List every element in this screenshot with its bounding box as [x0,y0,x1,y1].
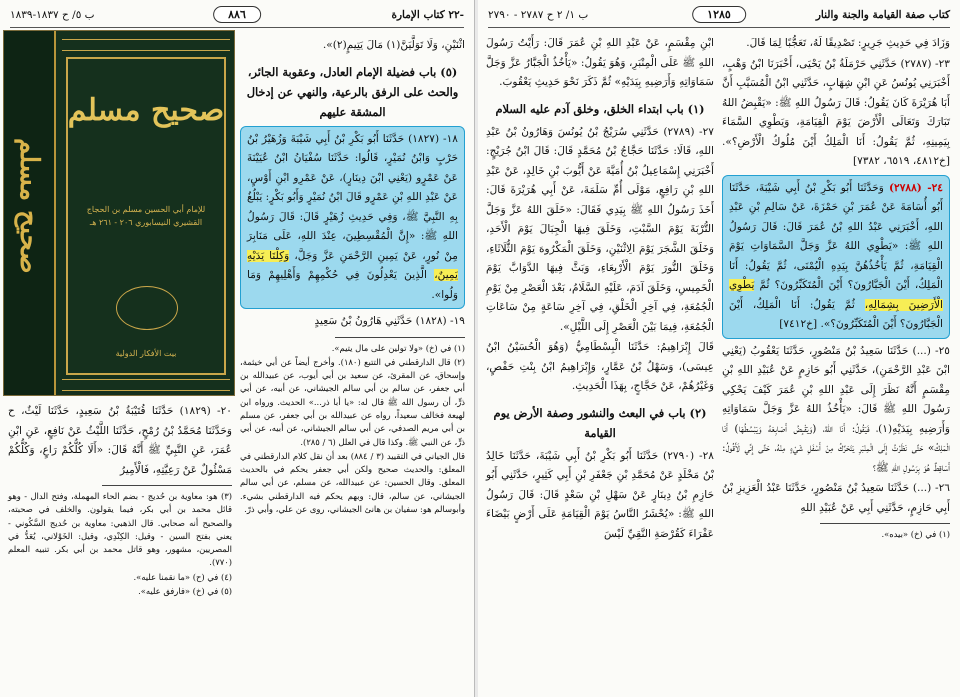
header-rule [488,27,950,28]
left-header-title: -٢٢ كتاب الإمارة [391,9,464,21]
cover-title: صحيح مسلم [67,93,225,128]
hadith-2788-number: ٢٤- (٢٧٨٨) [888,181,943,194]
right-header-ref: ب ١/ ٢ ح ٢٧٨٧ - ٢٧٩٠ [488,9,589,21]
hadith-2790: ٢٨- (٢٧٩٠) حَدَّثَنَا أَبُو بَكْرِ بْنُ أَبِي شَيْبَةَ، حَدَّثَنَا خَالِدُ بْنُ مَخْلَدٍ عَنْ مُحَمَّدِ بْنِ جَعْفَرِ بْنِ أَبِي كَثِيرٍ، حَدَّثَنِي أَبُو حَازِمِ بْنُ دِينَارٍ عَنْ سَهْلِ بْنِ سَعْدٍ قَالَ: قَالَ رَسُولُ اللهِ ﷺ: «يُحْشَرُ النَّاسُ يَوْمَ الْقِيَامَةِ عَلَى أَرْضٍ بَيْضَاءَ عَفْرَاءَ كَقُرْصَةِ النَّقِيِّ لَيْسَ [486,449,714,540]
hadith-2788-yellow-highlight: يَطْوِي الْأَرَضِينَ بِشِمَالِهِ، [729,279,944,311]
right-page [478,0,960,697]
highlighted-hadith-2788 [722,175,950,339]
right-header-title: كتاب صفة القيامة والجنة والنار [815,9,950,21]
left-top-text: اثْنَيْنِ، وَلَا تَوَلَّيَنَّ(١) مَالَ يَتِيمٍ(٢)». [322,39,465,51]
hadith-2788-text: وَحَدَّثَنَا أَبُو بَكْرِ بْنُ أَبِي شَيْبَةَ، حَدَّثَنَا أَبُو أُسَامَةَ عَنْ عُمَرَ بْنِ حَمْزَةَ، عَنْ سَالِمِ بْنِ عَبْدِ اللهِ، أَخْبَرَنِي عَبْدُ اللهِ بْنُ عُمَرَ قَالَ: قَالَ رَسُولُ اللهِ ﷺ: «يَطْوِي اللهُ عَزَّ وَجَلَّ السَّمَاوَاتِ يَوْمَ الْقِيَامَةِ، ثُمَّ يَأْخُذُهُنَّ بِيَدِهِ الْيُمْنَى، ثُمَّ يَقُولُ: أَنَا الْمَلِكُ، أَيْنَ الْجَبَّارُونَ؟ أَيْنَ الْمُتَكَبِّرُونَ؟ ثُمَّ [729,181,943,291]
left-page-left-column [8,402,232,599]
hadith-1828-start: ١٩- (١٨٢٨) حَدَّثَنِي هَارُونُ بْنُ سَعِيدٍ [314,315,465,327]
book-cover-image [3,30,235,396]
left-page-header [10,6,464,26]
right-page-number: ١٢٨٥ [692,6,746,23]
left-page-right-column [240,36,465,517]
left-page-number: ٨٨٦ [213,6,261,23]
footnote-item: (٥) في (خ) «فارفق عليه». [138,586,232,597]
cover-band-top [62,39,230,51]
left-footnotes-left [8,490,232,598]
footnote-item: قال الجياني في التقييد (٣ / ٨٨٤) بعد أن نقل كلام الدارقطني في المعلق: والحديث صحيح ولكن أبي جعفر يحكم في بالحديث المعلق. وقال الحسين: عن عبيدالله، عن مسلم، عن أبي سالم الجيشاني، عن سالم، قال: وبهم يحكم فيه الدارقطني بشيء. وأبوسالم هو: سفيان بن هانئ الجيشاني، روى عن علي، وأبي ذرّ. [240,450,465,515]
cover-ornament [116,286,178,330]
hadith-1827-text: ١٨- (١٨٢٧) حَدَّثَنَا أَبُو بَكْرِ بْنُ أَبِي شَيْبَةَ وَزُهَيْرُ بْنُ حَرْبٍ وَابْنُ نُمَيْرٍ، قَالُوا: حَدَّثَنَا سُفْيَانُ ابْنُ عُيَيْنَةَ عَنْ عَمْرٍو (يَعْنِي ابْنَ دِينَارٍ)، عَنْ عَمْرِو ابْنِ أَوْسٍ، عَنْ عَبْدِ اللهِ بْنِ عَمْرٍو قَالَ ابْنُ نُمَيْرٍ وَأَبُو بَكْرٍ: يَبْلُغُ بِهِ النَّبِيَّ ﷺ، وَفِي حَدِيثِ زُهَيْرٍ قَالَ: قَالَ رَسُولُ اللهِ ﷺ: «إِنَّ الْمُقْسِطِينَ، عِنْدَ اللهِ، عَلَى مَنَابِرَ مِنْ نُورٍ، عَنْ يَمِينِ الرَّحْمَنِ عَزَّ وَجَلَّ، [247,132,458,262]
hadith-2788-end: ثُمَّ يَقُولُ: أَنَا الْمَلِكُ، أَيْنَ الْجَبَّارُونَ؟ أَيْنَ الْمُتَكَبِّرُونَ؟». [خ٧٤١٢] [729,298,943,330]
chapter-creation-heading: (١) باب ابتداء الخلق، وخلق آدم عليه السلام [495,101,705,116]
highlighted-hadith-1827 [240,126,465,310]
hadith-2789: ٢٧- (٢٧٨٩) حَدَّثَنِي سُرَيْجُ بْنُ يُونُسَ وَهَارُونُ بْنُ عَبْدِ اللهِ، قَالَا: حَدَّثَنَا حَجَّاجُ بْنُ مُحَمَّدٍ قَالَ: قَالَ ابْنُ جُرَيْجٍ: أَخْبَرَنِي إِسْمَاعِيلُ بْنُ أُمَيَّةَ عَنْ أَيُّوبَ بْنِ خَالِدٍ، عَنْ عَبْدِ اللهِ بْنِ رَافِعٍ، مَوْلَى أُمِّ سَلَمَةَ، عَنْ أَبِي هُرَيْرَةَ قَالَ: أَخَذَ رَسُولُ اللهِ ﷺ بِيَدِي فَقَالَ: «خَلَقَ اللهُ عَزَّ وَجَلَّ التُّرْبَةَ يَوْمَ السَّبْتِ، وَخَلَقَ فِيهَا الْجِبَالَ يَوْمَ الْأَحَدِ، وَخَلَقَ الشَّجَرَ يَوْمَ الِاثْنَيْنِ، وَخَلَقَ الْمَكْرُوهَ يَوْمَ الثُّلَاثَاءِ، وَخَلَقَ النُّورَ يَوْمَ الْأَرْبِعَاءِ، وَبَثَّ فِيهَا الدَّوَابَّ يَوْمَ الْخَمِيسِ، وَخَلَقَ آدَمَ، عَلَيْهِ السَّلَامُ، بَعْدَ الْعَصْرِ مِنْ يَوْمِ الْجُمُعَةِ، فِي آخِرِ الْخَلْقِ، فِي آخِرِ سَاعَةٍ مِنْ سَاعَاتِ الْجُمُعَةِ، فِيمَا بَيْنَ الْعَصْرِ إِلَى اللَّيْلِ». [486,125,714,333]
cover-band-bottom [62,379,230,391]
left-header-ref: ب ٥/ ح ١٨٣٧-١٨٣٩ [10,9,95,21]
hadith-2787: ٢٣- (٢٧٨٧) حَدَّثَنِي حَرْمَلَةُ بْنُ يَحْيَى، أَخْبَرَنَا ابْنُ وَهْبٍ، أَخْبَرَنِي يُونُسُ عَنِ ابْنِ شِهَابٍ، حَدَّثَنِي ابْنُ الْمُسَيَّبِ أَنَّ أَبَا هُرَيْرَةَ كَانَ يَقُولُ: قَالَ رَسُولُ اللهِ ﷺ: «يَقْبِضُ اللهُ تَبَارَكَ وَتَعَالَى الْأَرْضَ يَوْمَ الْقِيَامَةِ، وَيَطْوِي السَّمَاءَ بِيَمِينِهِ، ثُمَّ يَقُولُ: أَنَا الْمَلِكُ أَيْنَ مُلُوكُ الْأَرْضِ؟». [خ٤٨١٢، ٦٥١٩، ٧٣٨٢] [722,57,950,167]
ibrahim-note: قَالَ إِبْرَاهِيمُ: حَدَّثَنَا الْبِسْطَامِيُّ (وَهُوَ الْحُسَيْنُ ابْنُ عِيسَى)، وَسَهْلُ بْنُ عَمَّارٍ، وَإِبْرَاهِيمُ ابْنُ بِنْتِ حَفْصٍ، وَغَيْرُهُمْ، عَنْ حَجَّاجٍ، بِهَذَا الْحَدِيثِ. [486,341,714,392]
left-page [0,0,475,697]
footnote-item: (٣) هو: معاوية بن حُديج - بضم الحاء المهملة، وفتح الدال - وهو قائل محمد بن أبي بكر، فيما يقولون. والخلف في صحبته، والصحيح أنه صحابي. قال الذهبي: معاوية بن حُديج السَّكُوني - يعني بفتح السين - وقيل: الكِنْدِي، وقيل: الخَوْلاني، يُعَدُّ في المصريين، مشهور، وهو قاتل محمد بن أبي بكر. تنبيه المعلم (٧٧٠). [8,491,232,568]
footnote-rule [335,337,465,338]
hadith-26: ٢٦- (...) حَدَّثَنَا سَعِيدُ بْنُ مَنْصُورٍ، حَدَّثَنَا عَبْدُ الْعَزِيزِ بْنُ أَبِي حَازِمٍ، حَدَّثَنِي أَبِي عَنْ عُبَيْدِ اللهِ [722,482,950,514]
right-page-right-column [722,34,950,542]
footnote-item: (٢) قال الدارقطني في التتبع (١٨٠). وأخرج أيضاً عن أبي خيثمة، وإسحاق، عن المقرئ، عن سعيد بن أبي أيوب، عن عبيدالله بن أبي جعفر، عن سالم بن أبي سالم الجيشاني، عن أبيه، عن أبي ذرٍّ، أن رسول الله ﷺ قال له: «يا أبا ذر...» الحديث. ورواه ابن لهيعة فخالف سعيداً، رواه عن عبيدالله بن أبي جعفر، عن مسلم بن أبي مريم الصدفي، عن أبي سالم الجيشاني، عن أبيه، عن أبي ذرٍّ، عن النبي ﷺ. وكذا قال في العلل (٦ / ٢٨٥). [240,356,465,447]
left-footnotes-right [240,342,465,517]
hadith-1829: ٢٠- (١٨٢٩) حَدَّثَنَا قُتَيْبَةُ بْنُ سَعِيدٍ، حَدَّثَنَا لَيْثٌ، ح وَحَدَّثَنَا مُحَمَّدُ بْنُ رُمْحٍ، حَدَّثَنَا اللَّيْثُ عَنْ نَافِعٍ، عَنِ ابْنِ عُمَرَ، عَنِ النَّبِيِّ ﷺ أَنَّهُ قَالَ: «أَلَا كُلُّكُمْ رَاعٍ، وَكُلُّكُمْ مَسْئُولٌ عَنْ رَعِيَّتِهِ، فَالْأَمِيرُ [8,405,232,476]
hadith-1827-yellow-highlight: وَكِلْتَا يَدَيْهِ يَمِينٌ، [247,249,458,281]
footnote-item: (٤) في (ح) «ما نقمنا عليه». [133,571,232,582]
right-page-header [488,6,950,26]
left-chapter-heading: (٥) باب فضيلة الإمام العادل، وعقوبة الجائر، والحث على الرفق بالرعية، والنهي عن إدخال المشقة عليهم [246,64,459,119]
cover-publisher: بيت الأفكار الدولية [115,349,177,358]
chapter-resurrection-heading: (٢) باب في البعث والنشور وصفة الأرض يوم القيامة [493,405,707,440]
right-page-left-column [486,34,714,545]
book-spine [4,31,56,395]
header-rule [10,27,464,28]
footnote-item: (١) في (خ) «ولا تولين على مال يتيم». [331,342,465,353]
footnote-rule [820,523,950,524]
para-tasdiq: وَزَادَ فِي حَدِيثِ جَرِيرٍ: تَصْدِيقًا لَهُ، تَعَجُّبًا لِمَا قَالَ. [746,37,950,49]
spine-title: صحيح مسلم [14,138,44,274]
footnote-rule [102,485,232,486]
continuation-text: ابْنِ مِقْسَمٍ، عَنْ عَبْدِ اللهِ بْنِ عُمَرَ قَالَ: رَأَيْتُ رَسُولَ اللهِ ﷺ عَلَى الْمِنْبَرِ، وَهُوَ يَقُولُ: «يَأْخُذُ الْجَبَّارُ عَزَّ وَجَلَّ سَمَاوَاتِهِ وَأَرَضِيهِ بِيَدَيْهِ» ثُمَّ ذَكَرَ نَحْوَ حَدِيثِ يَعْقُوبَ. [486,37,714,88]
hadith-25: ٢٥- (...) حَدَّثَنَا سَعِيدُ بْنُ مَنْصُورٍ، حَدَّثَنَا يَعْقُوبُ (يَعْنِي ابْنَ عَبْدِ الرَّحْمَنِ)، حَدَّثَنِي أَبُو حَازِمٍ عَنْ عُبَيْدِ اللهِ بْنِ مِقْسَمٍ أَنَّهُ نَظَرَ إِلَى عَبْدِ اللهِ بْنِ عُمَرَ كَيْفَ يَحْكِي رَسُولَ اللهِ ﷺ قَالَ: «يَأْخُذُ اللهُ عَزَّ وَجَلَّ سَمَاوَاتِهِ وَأَرَضِيهِ بِيَدَيْهِ(١)، فَيَقُولُ: أَنَا اللهُ، (وَيَقْبِضُ أَصَابِعَهُ وَيَبْسُطُهَا) أَنَا الْمَلِكُ» حَتَّى نَظَرْتُ إِلَى الْمِنْبَرِ يَتَحَرَّكُ مِنْ أَسْفَلِ شَيْءٍ مِنْهُ، حَتَّى إِنِّي لَأَقُولُ: أَسَاقِطٌ هُوَ بِرَسُولِ اللهِ ﷺ؟ [722,344,950,474]
hadith-1827-end: الَّذِينَ يَعْدِلُونَ فِي حُكْمِهِمْ وَأَهْلِيهِمْ وَمَا وَلُوا». [247,269,458,301]
cover-subtitle: للإمام أبي الحسين مسلم بن الحجاج القشيري النيسابوري ٢٠٦ - ٢٦١ هـ [86,205,206,227]
right-footnote: (١) في (خ) «بيده». [881,529,950,539]
